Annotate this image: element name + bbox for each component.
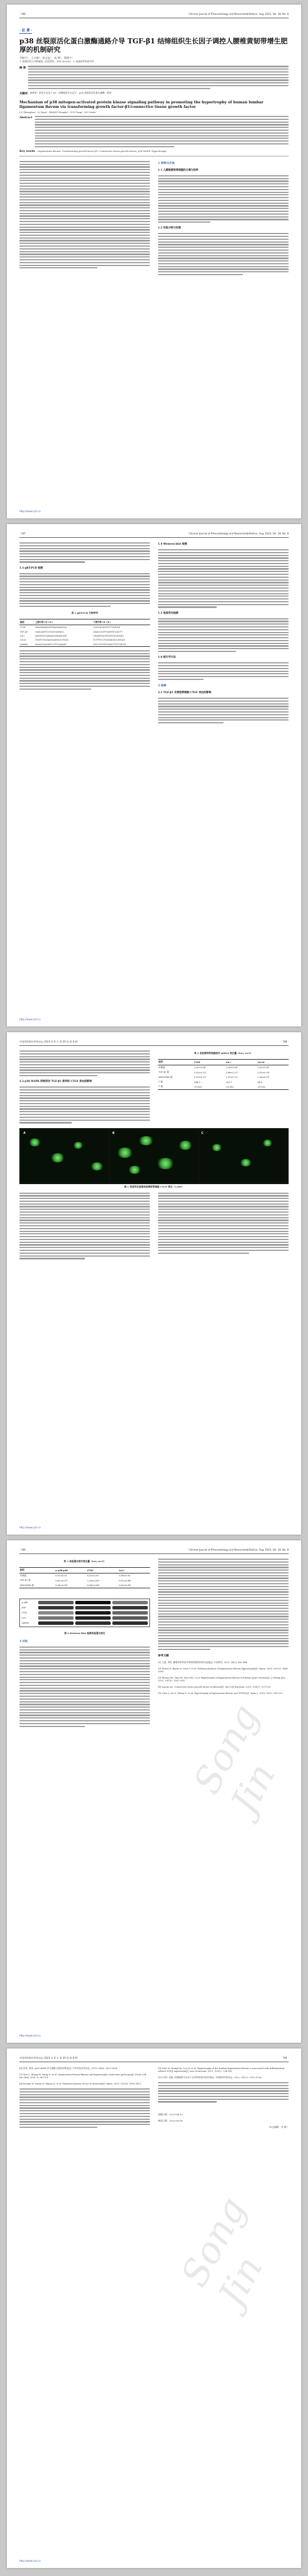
panel-label: C: [201, 1131, 204, 1135]
reference-item: [7] Sun C, Zhang H, Wang X, et al. Ligamentum flavum fibrosis and hypertrophy: molecular pathways[J]. Front Cell Dev Biol, 2020, 8: 563714.: [19, 2073, 147, 2079]
immunofluorescence-figure: [19, 1128, 289, 1184]
table-row: Col I GAGGGCCAAGACGAAGACATC CAGATCACGTCATCGCACAAC: [20, 634, 124, 637]
table-row: TGF-β1 组 3.42±0.21ᵃ 2.86±0.17ᵃ 2.35±0.19ᵃ: [159, 1070, 270, 1074]
panel-label: A: [23, 1131, 26, 1135]
subsection-heading: 1.1 人腰椎黄韧带细胞的分离与培养: [158, 168, 198, 172]
results-text: [158, 698, 289, 723]
reference-text: [19, 2088, 150, 2128]
journal-name-cn: 中国骨科矫形外科杂志 2023 年 8 月 第 39 卷 第 8 期: [19, 1040, 78, 1043]
table-header: 下游引物 (5'→3'): [92, 619, 150, 625]
references-heading: 参考文献: [158, 1653, 169, 1657]
journal-name: Chinese Journal of Rheumatology and Neurorehabilitation, Aug. 2023, Vol. 39, No. 8: [188, 532, 289, 535]
reference-item: [3] Zhong ZM, Zha DS, Xiao WD, et al. Hypertrophy of ligamentum flavum in lumbar spine stenosis[J]. J Orthop Res, 2011, 29(10): 1592-1597.: [158, 1676, 286, 1682]
reference-item: [9] Löhr M, Hampl JA, Lee JY, et al. Hypertrophy of the lumbar ligamentum flavum is associated with inflammation-related TGF-β expression[J]. Acta Neurochir, 2011, 153(1): 134-141.: [158, 2067, 285, 2072]
blot-row: Col I: [22, 1616, 148, 1620]
methods-text: [19, 542, 150, 563]
article-title-en: Mechanism of p38 mitogen-activated protein kinase signaling pathway in promoting the hypertrophy of human lumbar ligamentum flavum via transforming growth factor-β1/connective tissue growth factor: [19, 99, 264, 109]
methods-text: [158, 662, 289, 680]
table-header: CTGF: [193, 1060, 225, 1065]
footer-url[interactable]: http://www.cjrt.cn: [19, 510, 41, 513]
received-date: 收稿日期：2023-04-12: [158, 2112, 183, 2116]
blot-row: GAPDH: [22, 1621, 148, 1625]
footer-url[interactable]: http://www.cjrt.cn: [19, 1018, 41, 1021]
reference-item: [2] Sairyo K, Biyani A, Goel V, et al. Pathomechanism of ligamentum flavum hypertrophy[J]. Spine, 2005, 30(23): 2649-2656.: [158, 1667, 289, 1673]
reference-item: [8] Kosaka H, Sairyo K, Biyani A, et al. Pathomechanism of loss of elasticity[J]. Spine, 2007, 32(25): 2805-2811.: [19, 2082, 142, 2085]
page-footer: [19, 2034, 289, 2037]
western-blot-figure: [19, 1599, 150, 1627]
subsection-heading: 1.6 统计学方法: [158, 656, 176, 659]
watermark-text: Song Jin: [186, 1698, 284, 1821]
table-row: TGF-β1 组 0.87±0.07ᵃ 1.16±0.09ᵃ 0.97±0.08ᵃ: [20, 1579, 131, 1582]
subsection-heading: 2.2 p38 MAPK 抑制剂对 TGF-β1 诱导的 CTGF 表达的影响: [19, 1080, 92, 1084]
reference-text: [158, 2082, 289, 2103]
table-caption: 表 3 各组蛋白相对表达量（x̄±s, n=3）: [63, 1560, 106, 1563]
page-header: [19, 2054, 289, 2062]
keywords-cn: 黄韧带；转化生长因子-β1；结缔组织生长因子；p38 丝裂原活化蛋白激酶；肥厚: [30, 91, 112, 94]
page-mark: · 789 ·: [19, 1548, 27, 1551]
affiliation-cn: 1. 福建医科大学附属第二医院骨科，泉州 362000；2. 福建省骨科研究所: [19, 60, 94, 63]
table-header: Col I: [225, 1060, 257, 1065]
methods-text: [158, 233, 289, 275]
abstract-cn-text: [28, 66, 289, 88]
protein-table: [19, 1567, 150, 1588]
footer-url[interactable]: http://www.cjrt.cn: [19, 2034, 41, 2037]
page-header: [19, 1038, 289, 1046]
methods-text: [19, 573, 150, 607]
results-text: [19, 1193, 150, 1259]
journal-name: Chinese Journal of Rheumatology and Neurorehabilitation, Aug. 2023, Vol. 39, No. 8: [188, 13, 289, 15]
primer-table: [19, 619, 150, 647]
figure-caption: 图 2 Western blot 检测各组蛋白表达: [64, 1631, 106, 1635]
table-row: SB203580 组 1.52±0.13ᵇ 1.37±0.11ᵇ 1.28±0.10ᵇ: [159, 1075, 270, 1079]
section-tag: · 论 著 ·: [19, 29, 33, 33]
mrna-table: [158, 1059, 289, 1090]
figure-panel-a: [22, 1130, 108, 1182]
section-heading: 1 材料与方法: [158, 161, 175, 165]
table-row: GAPDH GGAGCGAGATCCCTCCAAAAT GGCTGTTGTCATACTTCTCATGG: [19, 642, 150, 647]
figure-caption: 图 1 免疫荧光检测各组黄韧带细胞 CTGF 表达（×200）: [124, 1185, 184, 1188]
reference-item: [6] 张伟, 陈涛. p38 MAPK 信号通路与组织纤维化[J]. 中华实验外科杂志, 2019, 36(8): 1421-1424.: [19, 2067, 118, 2070]
abstract-en-text: [35, 116, 289, 147]
section-heading: 2 结果: [158, 684, 167, 688]
article-page: [7, 5, 301, 518]
page-mark: · 786 ·: [19, 13, 27, 15]
reference-item: [4] Lipson AC. Connective tissue growth factor in fibrosis[J]. Mol Cell Biochem, 2010, 336(1): 121-128.: [158, 1685, 271, 1688]
page-mark: · 787 ·: [19, 532, 27, 535]
subsection-heading: 1.5 免疫荧光检测: [158, 611, 179, 615]
section-heading: 3 讨论: [19, 1639, 28, 1643]
footer-url[interactable]: http://www.cjrt.cn: [19, 2559, 41, 2562]
table-row: F 值 168.3 142.7 96.5: [159, 1080, 262, 1084]
page-footer: [19, 1526, 289, 1529]
figure-panel-c: [200, 1130, 286, 1182]
authors-en: LU Zhenghua¹, LI Yijun², ZHANG Hongbo¹, ZUO Yang², LIU Linbo¹: [19, 110, 97, 114]
journal-name-cn: 中国骨科矫形外科杂志 2023 年 8 月 第 39 卷 第 8 期: [19, 2056, 78, 2059]
results-text: [19, 1050, 150, 1076]
article-page: [7, 1032, 301, 1535]
table-row: 对照组 1.00±0.08 1.00±0.06 1.00±0.09: [159, 1065, 269, 1069]
table-header: Col I: [118, 1568, 150, 1573]
table-caption: 表 1 qRT-PCR 引物序列: [71, 611, 98, 615]
article-page: [7, 2048, 301, 2568]
subsection-heading: 2.1 TGF-β1 对黄韧带细胞 CTGF 表达的影响: [158, 691, 212, 695]
page-mark: · 790 ·: [281, 2056, 289, 2059]
table-header: p-p38/p38: [55, 1568, 87, 1573]
table-row: 对照组 0.31±0.04 0.42±0.05 0.38±0.04: [20, 1573, 131, 1577]
methods-text: [158, 618, 289, 653]
table-row: CTGF GAGGAAAACATTAAGAAGGGC CGGCACAGGTCTTGATGA: [20, 626, 120, 629]
reference-item: [5] Chen J, Liu Z, Zhong G, et al. Hypertrophy of ligamentum flavum and TGF-β1[J]. Spine J, 2016, 16(2): 208-215.: [158, 1691, 283, 1694]
figure-panel-b: [111, 1130, 197, 1182]
intro-text: [19, 161, 150, 269]
abstract-label-cn: 摘 要: [19, 66, 26, 70]
table-header: Col III: [257, 1060, 289, 1065]
page-header: [19, 10, 289, 18]
panel-label: B: [112, 1131, 115, 1135]
table-header: 组别: [19, 1568, 55, 1573]
keywords-en: Ligamentum flavum; Transforming growth factor-β1; Connective tissue growth factor; p38 MAPK; Hypertrophy: [37, 149, 167, 152]
discussion-text: [158, 1559, 289, 1650]
subsection-heading: 1.3 qRT-PCR 检测: [19, 566, 43, 570]
revised-date: 修回日期：2023-06-08: [158, 2119, 183, 2122]
article-page: [7, 524, 301, 1027]
keywords-label-en: Key words: [19, 149, 35, 153]
blot-row: p-p38: [22, 1601, 148, 1604]
blot-row: CTGF: [22, 1611, 148, 1615]
table-row: TGF-β1 CAACAATTCCTGGCGATACC GAACCCGTTGATGTCCACTT: [20, 630, 123, 633]
results-text: [19, 1086, 150, 1123]
reference-item: [10] 刘洋, 赵磊. 结缔组织生长因子在骨科疾病中的作用[J]. 中国矫形外科杂志, 2022, 30(12): 1102-1106.: [158, 2076, 262, 2079]
subsection-heading: 1.4 Western blot 检测: [158, 543, 187, 546]
table-header: 上游引物 (5'→3'): [34, 619, 92, 625]
abstract-label-en: Abstract: [19, 116, 33, 120]
footer-url[interactable]: http://www.cjrt.cn: [19, 1526, 41, 1529]
article-title-cn: p38 丝裂原活化蛋白激酶通路介导 TGF-β1 结缔组织生长因子调控人腰椎黄韧带增生肥厚的机制研究: [19, 37, 288, 54]
keywords-label-cn: 关键词: [19, 91, 28, 95]
page-footer: [19, 2559, 289, 2562]
blot-row: p38: [22, 1606, 148, 1609]
methods-text: [158, 549, 289, 608]
table-header: 组别: [158, 1060, 193, 1065]
page-header: [19, 530, 289, 538]
page-footer: [19, 510, 289, 513]
methods-text: [19, 650, 150, 690]
table-header: 基因: [19, 619, 34, 625]
editor-note: （本文编辑：李 静）: [267, 2126, 289, 2129]
table-row: P 值 <0.001 <0.001 <0.001: [158, 1084, 289, 1089]
article-page: [7, 1540, 301, 2043]
reference-item: [1] 王强, 李明. 腰椎管狭窄症中黄韧带肥厚的研究进展[J]. 中国骨伤, 2021, 34(5): 482-486.: [158, 1660, 248, 1664]
table-header: CTGF: [87, 1568, 119, 1573]
page-mark: · 788 ·: [281, 1040, 289, 1043]
methods-text: [158, 175, 289, 223]
page-header: [19, 1546, 289, 1554]
page-footer: [19, 1018, 289, 1021]
authors-cn: 尹振宇¹，王文斌²，张宏远¹，刘 明²，蒋晓宇¹: [19, 57, 73, 60]
results-text: [158, 1193, 289, 1254]
journal-name: Chinese Journal of Rheumatology and Neurorehabilitation, Aug. 2023, Vol. 39, No. 8: [188, 1548, 289, 1551]
subsection-heading: 1.2 实验分组与处理: [158, 227, 181, 230]
discussion-text: [19, 1647, 150, 1727]
table-row: Col III TGGTCTGCAAGGAATGCCTGGA TCTTTCCCTGGGACACCATCAG: [20, 638, 125, 642]
table-caption: 表 2 各组黄韧带细胞相对 mRNA 表达量（x̄±s, n=3）: [194, 1052, 253, 1054]
table-row: SB203580 组 0.36±0.05ᵇ 0.58±0.06ᵇ 0.49±0.05ᵇ: [19, 1583, 150, 1588]
watermark-text: Song Jin: [173, 2191, 271, 2314]
